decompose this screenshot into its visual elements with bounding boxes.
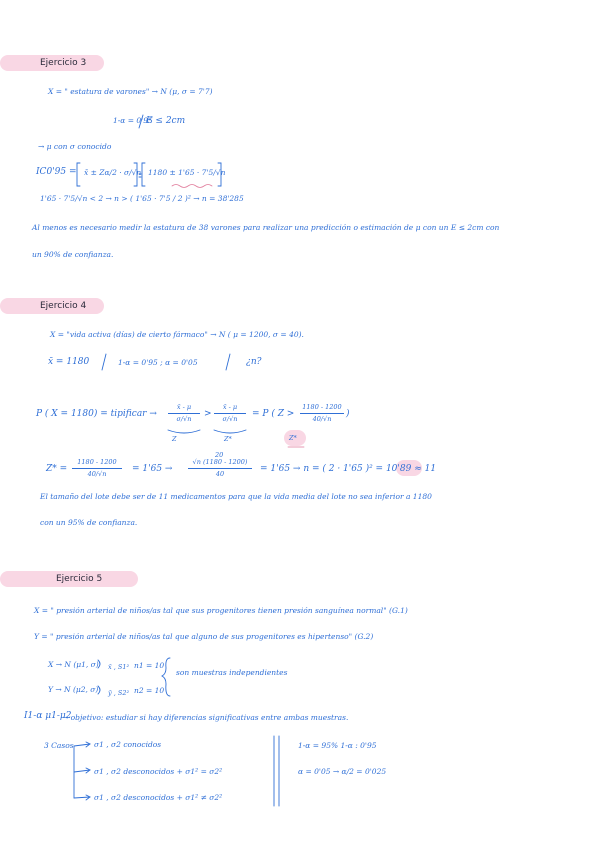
ex4-conclusion-line-1: El tamaño del lote debe ser de 11 medicamentos para que la vida media del lote no sea inferior a 1180 [40,492,432,501]
ex4-zline-frac-2-den: 40 [215,469,225,478]
ex5-independent: son muestras independientes [176,668,288,677]
ex4-sample-mean: x̄ = 1180 [48,357,90,367]
ex4-prob-frac-2-den: σ/√n [222,414,238,423]
ex5-alpha: α = 0'05 → α/2 = 0'025 [298,767,387,776]
ex4-confidence: 1-α = 0'95 ; α = 0'05 [118,358,198,367]
ex4-prob-rhs: = P ( Z > [252,409,295,419]
ex3-ic-lhs: IC0'95 = [36,167,77,177]
ex5-x-distribution: X → N (μ1, σ) [48,660,99,669]
ex4-zstar-highlight-label: Z* [289,434,297,442]
ex3-confidence: 1-α = 0'95 [113,116,153,125]
ex4-prob-frac-2-num: x̄ - μ [222,403,238,411]
ex3-ic-substituted: 1180 ± 1'65 · 7'5/√n [148,168,226,177]
ex4-prob-lhs: P ( X = 1180) = tipificar → [36,409,157,419]
ex4-zline-lhs: Z* = [46,464,68,474]
ex3-known-sigma: → μ con σ conocido [38,142,112,151]
ex4-prob-close: ) [346,409,350,419]
ex5-confidence: 1-α = 95% 1-α : 0'95 [298,741,377,750]
ex5-case-3: σ1 , σ2 desconocidos + σ1² ≠ σ2² [94,793,223,802]
ex5-cases-label: 3 Casos [44,741,74,750]
ex3-ic-formula: x̄ ± Zα/2 · σ/√n [84,168,142,177]
ex4-z-label: Z [172,435,177,443]
ex5-y-distribution: Y → N (μ2, σ) [48,685,99,694]
ex4-zline-frac-2-num: √n (1180 - 1200) [192,458,248,466]
ex3-variable-definition: X = " estatura de varones" → N (μ, σ = 7'7) [48,87,213,96]
ex5-n2: n2 = 10 [134,686,165,695]
ex5-y-stats: ȳ , S2² [108,689,130,697]
ex5-objective-lhs: I1-α μ1-μ2 [24,711,72,721]
ex5-n1: n1 = 10 [134,661,165,670]
ex5-case-2: σ1 , σ2 desconocidos + σ1² = σ2² [94,767,223,776]
ex3-conclusion-line-1: Al menos es necesario medir la estatura de 38 varones para realizar una predicción o estimación de μ con un E ≤ 2cm con [32,223,500,232]
ex3-error: E ≤ 2cm [146,116,186,126]
ex4-zline-frac-num: 1180 - 1200 [77,458,117,466]
ex5-objective: → objetivo: estudiar si hay diferencias significativas entre ambas muestras. [62,713,349,722]
ex4-prob-frac-1-num: x̄ - μ [176,403,192,411]
ex4-variable-definition: X = "vida activa (días) de cierto fármaco" → N ( μ = 1200, σ = 40). [50,330,304,339]
ex4-prob-gt: > [204,409,212,419]
ex5-x-stats: x̄ , S1² [108,663,130,671]
ex4-prob-frac-1-den: σ/√n [176,414,192,423]
ex4-zline-frac-den: 40/√n [87,469,107,478]
exercise-3-title: Ejercicio 3 [0,55,104,71]
ex4-conclusion-line-2: con un 95% de confianza. [40,518,138,527]
ex3-conclusion-line-2: un 90% de confianza. [32,250,114,259]
ex4-question-n: ¿n? [246,357,262,367]
ex3-inequality: 1'65 · 7'5/√n < 2 → n > ( 1'65 · 7'5 / 2 )² → n = 38'285 [40,194,244,203]
ex5-y-definition: Y = " presión arterial de niños/as tal que alguno de sus progenitores es hipertenso" (G.2) [34,632,374,641]
ex5-x-definition: X = " presión arterial de niños/as tal que sus progenitores tienen presión sanguínea normal" (G.1) [34,606,408,615]
ex4-zline-result: = 1'65 → n = ( 2 · 1'65 )² = 10'89 ≈ 11 [260,464,437,474]
ex4-prob-frac-3-num: 1180 - 1200 [302,403,342,411]
exercise-5-title: Ejercicio 5 [0,571,138,587]
ex5-case-1: σ1 , σ2 conocidos [94,740,162,749]
ex4-zstar-label: Z* [224,435,232,443]
exercise-4-title: Ejercicio 4 [0,298,104,314]
ex4-zline-eq: = 1'65 → [132,464,173,474]
ex4-zline-small: 20 [215,451,224,459]
ex4-prob-frac-3-den: 40/√n [312,414,332,423]
